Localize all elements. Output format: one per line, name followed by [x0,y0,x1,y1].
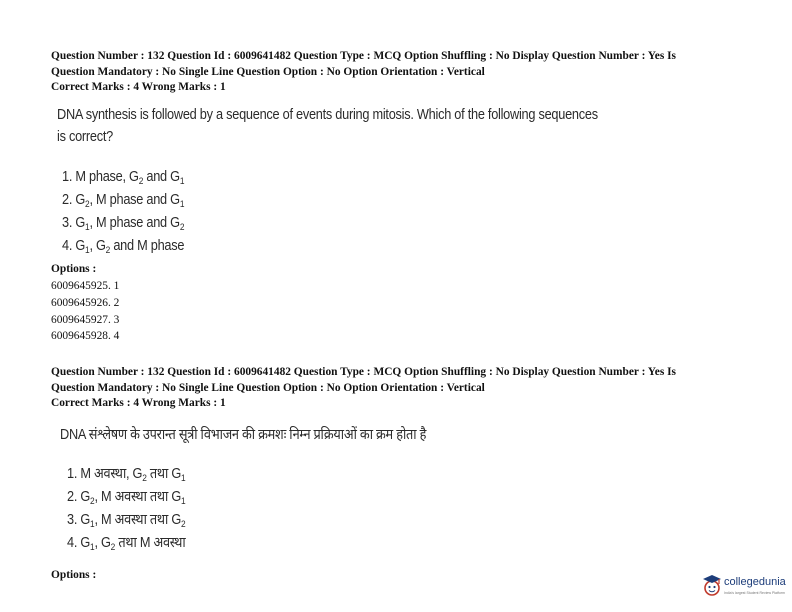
question-text-hindi [60,424,426,446]
logo-brand-text: collegedunia [724,576,786,588]
answer-choice: 3. $G_1$, M अवस्था तथा $G_2$ [67,512,186,530]
question-line: DNA synthesis is followed by a sequence of events during mitosis. Which of the following sequences [57,107,598,123]
answer-choice: 1. M phase, $G_2$ and $G_1$ [62,169,185,187]
answer-choices-hindi [67,463,185,555]
collegedunia-logo [702,571,792,605]
option-id: 6009645927. 3 [51,313,120,326]
option-id: 6009645925. 1 [51,280,120,292]
question-line: is correct? [57,129,113,145]
options-label: Options : [51,263,97,275]
question-meta-1 [51,49,751,96]
meta-line: Question Number : 132 Question Id : 6009641482 Question Type : MCQ Option Shuffling : No Display Question Number : Yes Is [51,50,676,62]
answer-choice: 2. $G_2$, M phase and $G_1$ [62,192,185,210]
answer-choice: 3. $G_1$, M phase and $G_2$ [62,215,185,233]
question-text-english [57,104,598,148]
answer-choices-english [62,166,184,258]
options-list [51,278,119,345]
answer-choice: 4. $G_1$, $G_2$ and M phase [62,238,185,256]
answer-choice: 2. $G_2$, M अवस्था तथा $G_1$ [67,489,186,507]
graduate-cap-icon [702,573,722,602]
option-id: 6009645926. 2 [51,296,120,309]
answer-choice: 1. M अवस्था, $G_2$ तथा $G_1$ [67,466,186,484]
meta-line: Question Number : 132 Question Id : 6009641482 Question Type : MCQ Option Shuffling : No Display Question Number : Yes Is [51,366,676,378]
question-line: DNA संश्लेषण के उपरान्त सूत्री विभाजन की क्रमशः निम्न प्रक्रियाओं का क्रम होता है [60,427,427,443]
meta-line: Question Mandatory : No Single Line Question Option : No Option Orientation : Vertical [51,381,485,394]
marks-line: Correct Marks : 4 Wrong Marks : 1 [51,81,226,93]
question-meta-2 [51,365,751,412]
answer-choice: 4. $G_1$, $G_2$ तथा M अवस्था [67,535,186,553]
option-id: 6009645928. 4 [51,330,120,343]
meta-line: Question Mandatory : No Single Line Question Option : No Option Orientation : Vertical [51,65,485,78]
options-label: Options : [51,569,97,581]
logo-tagline: India's largest Student Review Platform [724,591,785,595]
marks-line: Correct Marks : 4 Wrong Marks : 1 [51,397,226,409]
